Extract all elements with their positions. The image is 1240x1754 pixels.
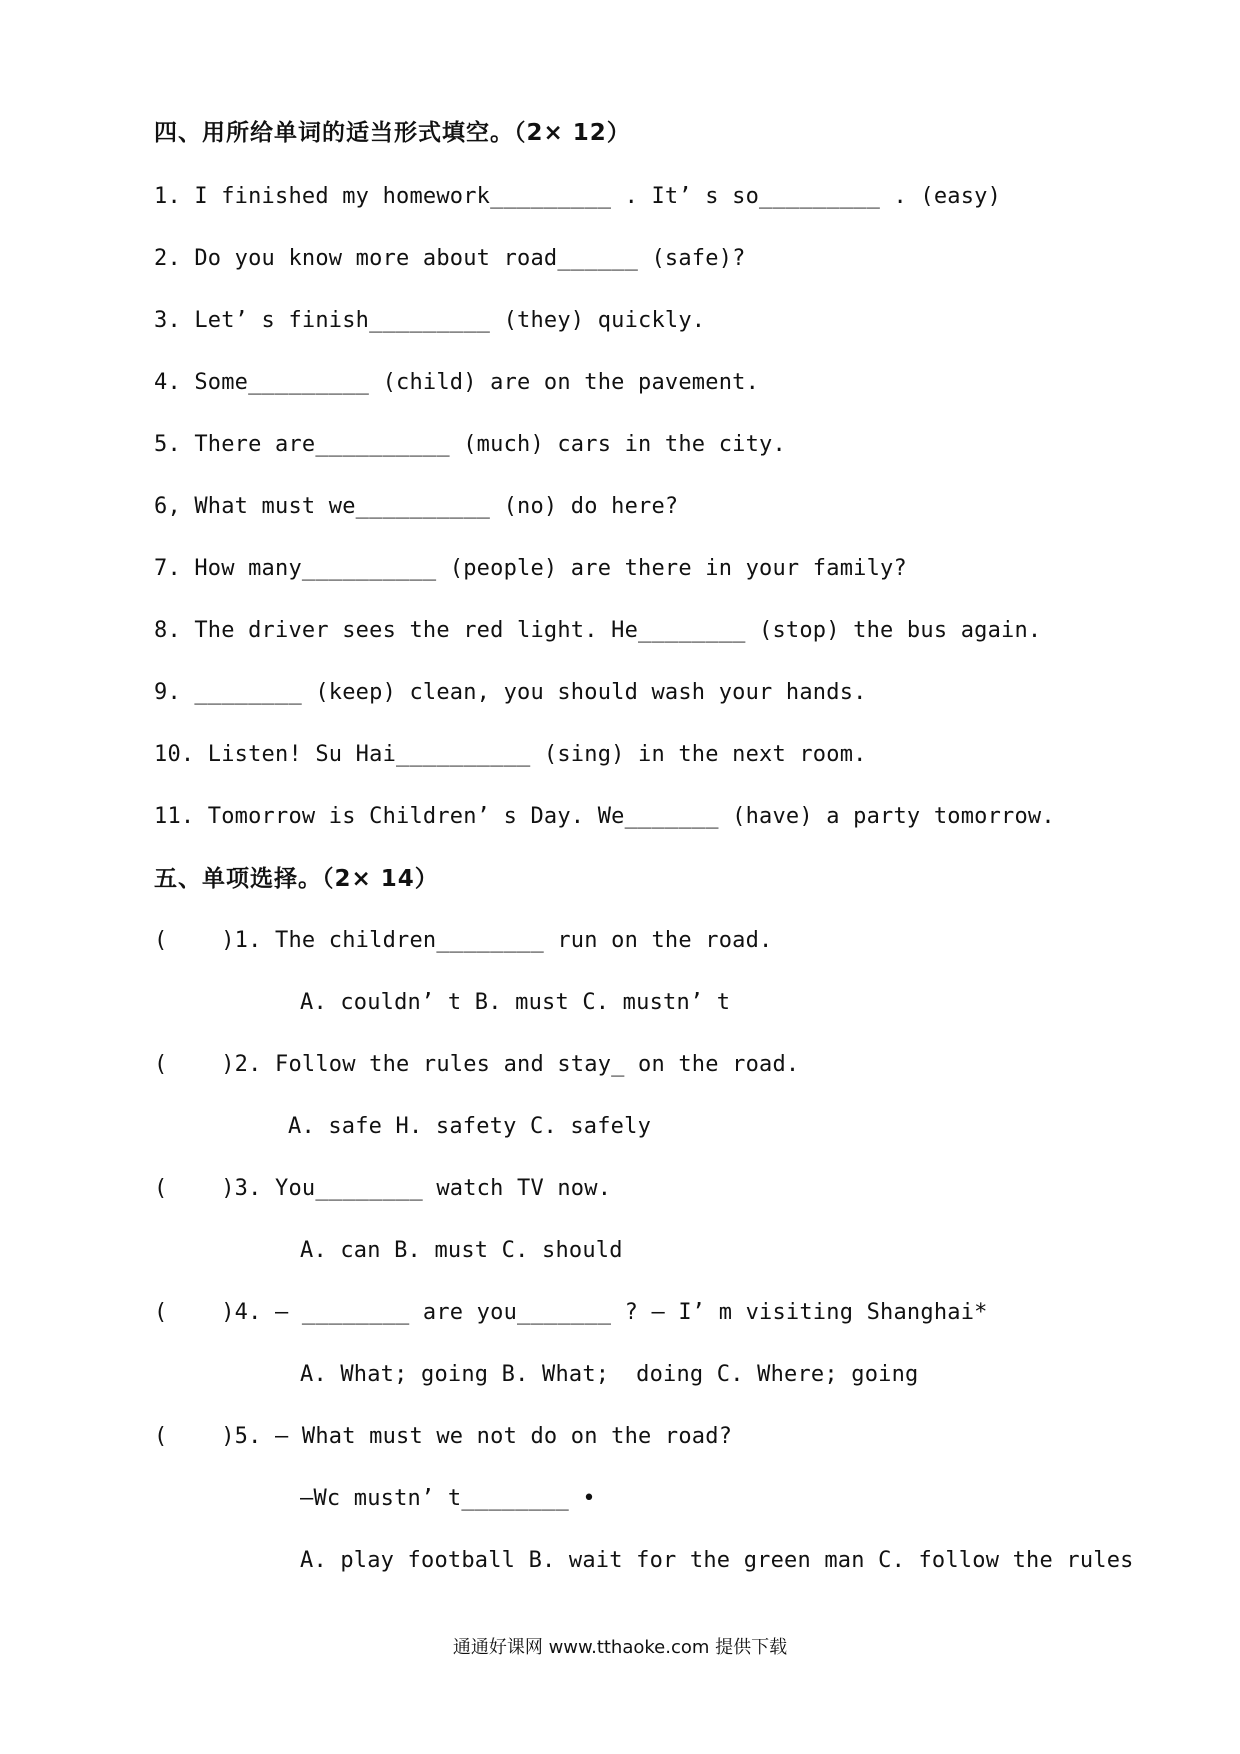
choice-question-stem: ( )3. You________ watch TV now. xyxy=(154,1176,612,1201)
fill-in-item: 11. Tomorrow is Children’ s Day. We_______ (have) a party tomorrow. xyxy=(154,804,1055,829)
choice-question-stem: ( )1. The children________ run on the road. xyxy=(154,928,773,953)
choice-question-options: A. couldn’ t B. must C. mustn’ t xyxy=(300,990,731,1015)
choice-question-stem: ( )4. — ________ are you_______ ? — I’ m visiting Shanghai* xyxy=(154,1300,988,1325)
fill-in-item: 7. How many__________ (people) are there in your family? xyxy=(154,556,907,581)
fill-in-item: 5. There are__________ (much) cars in the city. xyxy=(154,432,786,457)
choice-question-stem: ( )5. — What must we not do on the road? xyxy=(154,1424,733,1449)
fill-in-item: 3. Let’ s finish_________ (they) quickly. xyxy=(154,308,706,333)
fill-in-item: 4. Some_________ (child) are on the pavement. xyxy=(154,370,760,395)
section5-heading: 五、单项选择。（2× 14） xyxy=(154,866,439,892)
choice-question-options: A. can B. must C. should xyxy=(300,1238,623,1263)
choice-question-options: A. What; going B. What; doing C. Where; going xyxy=(300,1362,919,1387)
choice-question-answer-line: —Wc mustn’ t________ • xyxy=(300,1486,596,1511)
choice-question-options: A. play football B. wait for the green man C. follow the rules xyxy=(300,1548,1134,1573)
fill-in-item: 6, What must we__________ (no) do here? xyxy=(154,494,679,519)
section4-heading: 四、用所给单词的适当形式填空。（2× 12） xyxy=(154,120,631,146)
fill-in-item: 1. I finished my homework_________ . It’ s so_________ . (easy) xyxy=(154,184,1002,209)
footer-source: 通通好课网 www.tthaoke.com 提供下载 xyxy=(452,1637,788,1658)
fill-in-item: 10. Listen! Su Hai__________ (sing) in the next room. xyxy=(154,742,867,767)
fill-in-item: 9. ________ (keep) clean, you should wash your hands. xyxy=(154,680,867,705)
fill-in-item: 2. Do you know more about road______ (safe)? xyxy=(154,246,746,271)
fill-in-item: 8. The driver sees the red light. He________ (stop) the bus again. xyxy=(154,618,1042,643)
choice-question-stem: ( )2. Follow the rules and stay_ on the road. xyxy=(154,1052,800,1077)
choice-question-options: A. safe H. safety C. safely xyxy=(288,1114,652,1139)
